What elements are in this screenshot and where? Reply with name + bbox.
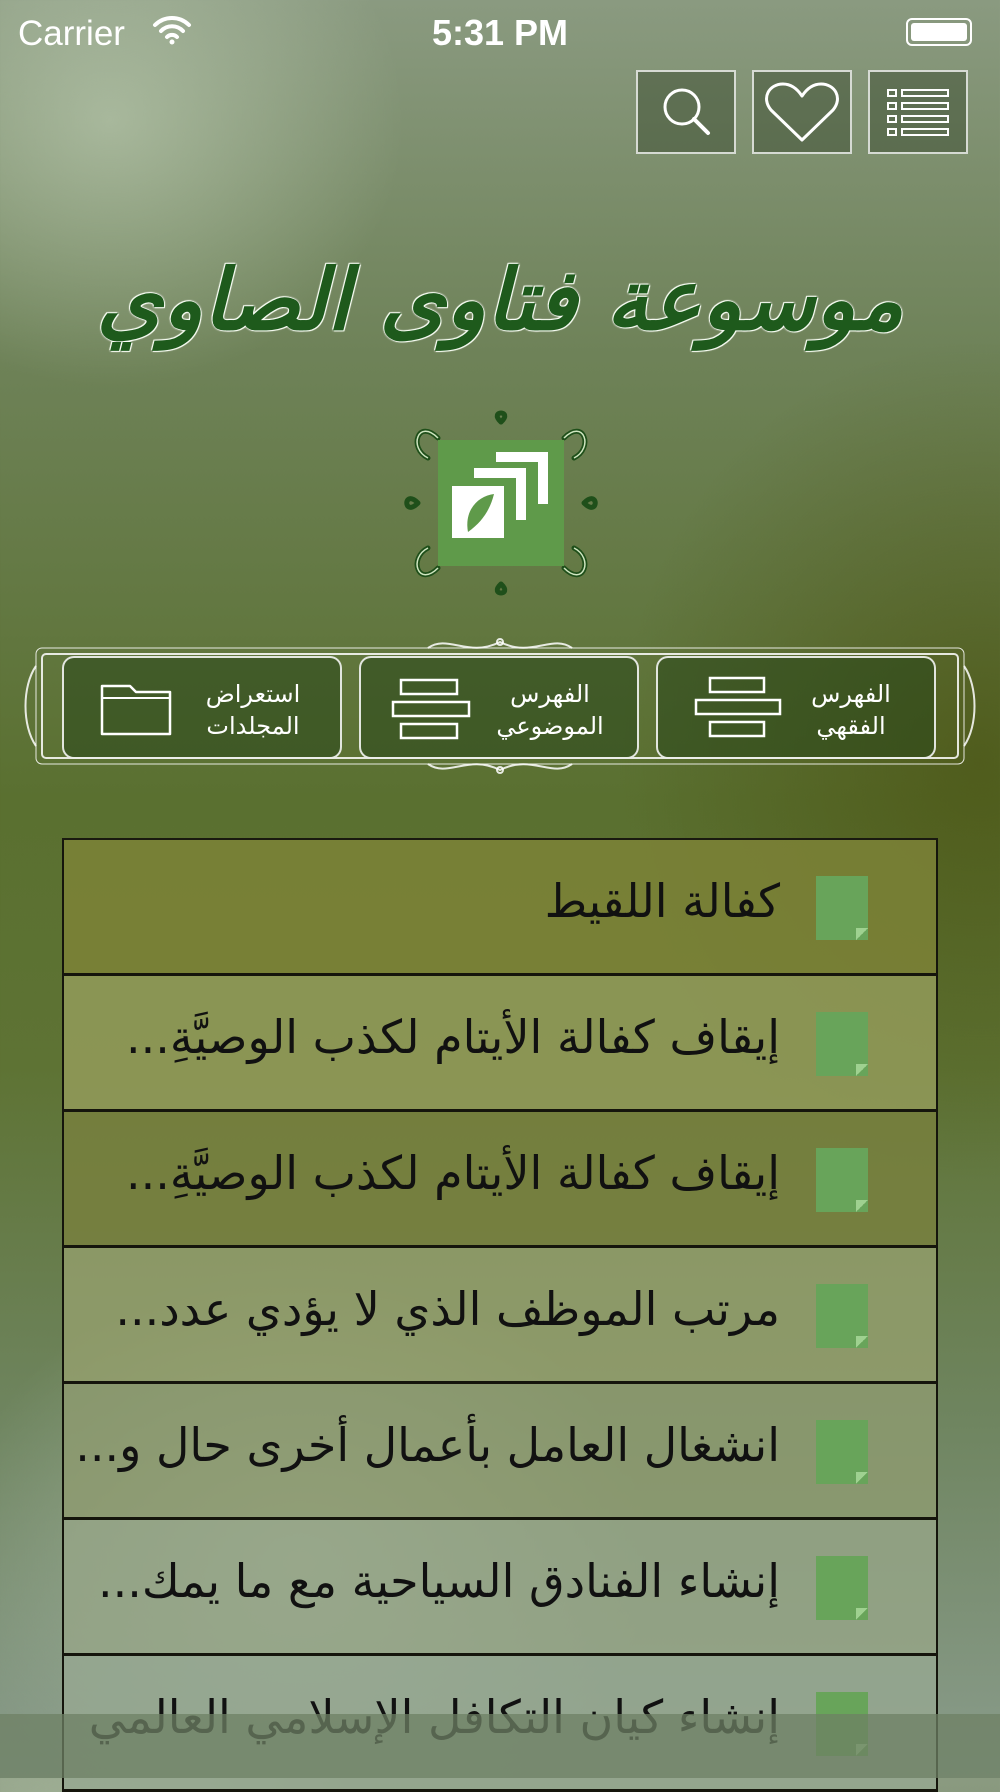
document-icon xyxy=(816,1420,868,1484)
list-item[interactable] xyxy=(62,976,938,1112)
status-bar xyxy=(0,0,1000,64)
topical-index-button[interactable] xyxy=(359,656,639,759)
volumes-label xyxy=(178,678,328,742)
bottom-bar xyxy=(0,1714,1000,1778)
document-icon xyxy=(816,1148,868,1212)
list-item-title: إنشاء الفنادق السياحية مع ما يمك... xyxy=(97,1554,780,1608)
list-bars-icon xyxy=(391,678,471,742)
document-icon xyxy=(816,1284,868,1348)
list-item-title: انشغال العامل بأعمال أخرى حال و... xyxy=(75,1418,780,1472)
app-title: موسوعة فتاوى الصاوي xyxy=(96,250,904,349)
logo-tile xyxy=(438,440,564,566)
battery-nub xyxy=(906,18,972,46)
list-icon xyxy=(886,87,950,137)
fiqh-index-button[interactable] xyxy=(656,656,936,759)
search-icon xyxy=(656,82,716,142)
fiqh-index-label-line2: الفقهي xyxy=(816,712,886,740)
fiqh-index-label-line1: الفهرس xyxy=(811,680,891,708)
document-icon xyxy=(816,1012,868,1076)
list-item[interactable] xyxy=(62,840,938,976)
list-item-title: إيقاف كفالة الأيتام لكذب الوصيَّةِ... xyxy=(126,1146,780,1200)
volumes-label-line2: المجلدات xyxy=(206,712,300,740)
favorites-button[interactable] xyxy=(752,70,852,154)
clock: 5:31 PM xyxy=(431,12,569,53)
document-icon xyxy=(816,876,868,940)
list-item[interactable] xyxy=(62,1112,938,1248)
topical-index-label xyxy=(475,678,625,742)
topical-index-label-line2: الموضوعي xyxy=(496,712,604,740)
carrier-label: Carrier xyxy=(18,14,125,53)
folder-icon xyxy=(100,680,172,736)
menu-button[interactable] xyxy=(868,70,968,154)
app-logo xyxy=(398,408,604,598)
list-item-title: كفالة اللقيط xyxy=(544,874,780,928)
document-icon xyxy=(816,1556,868,1620)
fatwa-list[interactable] xyxy=(62,838,938,1716)
fiqh-index-label xyxy=(776,678,926,742)
list-item[interactable] xyxy=(62,1384,938,1520)
list-item[interactable] xyxy=(62,1248,938,1384)
topical-index-label-line1: الفهرس xyxy=(510,680,590,708)
list-item-title: مرتب الموظف الذي لا يؤدي عدد... xyxy=(115,1282,780,1336)
heart-icon xyxy=(763,80,841,144)
book-pages-icon xyxy=(438,440,564,566)
list-item[interactable] xyxy=(62,1520,938,1656)
list-item-title: إيقاف كفالة الأيتام لكذب الوصيَّةِ... xyxy=(126,1010,780,1064)
volumes-button[interactable] xyxy=(62,656,342,759)
search-button[interactable] xyxy=(636,70,736,154)
list-bars-icon xyxy=(694,676,782,740)
volumes-label-line1: استعراض xyxy=(205,680,301,708)
